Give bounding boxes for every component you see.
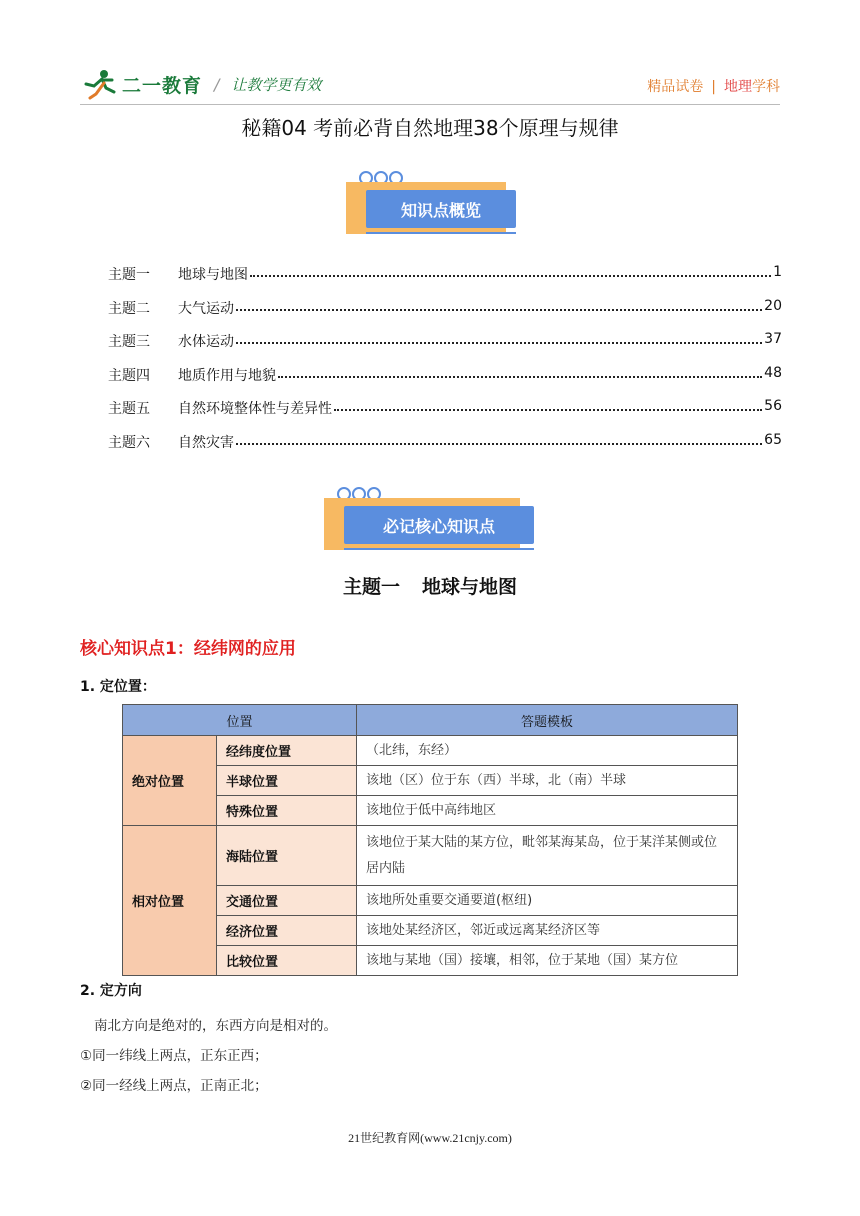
- position-template-table: [122, 704, 738, 976]
- template-cell: 该地位于低中高纬地区: [357, 796, 738, 826]
- toc-number: 主题四: [108, 367, 150, 384]
- header-subject-rest: 学科: [752, 79, 780, 95]
- header-divider: |: [711, 79, 716, 95]
- table-header-row: [123, 705, 738, 736]
- toc-leader: [236, 331, 762, 344]
- category-cell: 相对位置: [123, 826, 217, 976]
- header-subject-red: 地理: [724, 79, 752, 95]
- toc-title: 自然环境整体性与差异性: [178, 401, 332, 417]
- table-of-contents: [108, 264, 782, 465]
- template-cell: 该地所处重要交通要道(枢纽): [357, 886, 738, 916]
- toc-title: 自然灾害: [178, 434, 234, 451]
- toc-page: 65: [764, 431, 782, 448]
- slogan: 让教学更有效: [231, 75, 322, 94]
- table-row: [123, 736, 738, 766]
- banner-label: 必记核心知识点: [344, 506, 534, 544]
- paragraph: ①同一纬线上两点，正东正西；: [80, 1048, 268, 1064]
- toc-number: 主题五: [108, 401, 150, 417]
- subheading-direction: 2. 定方向: [80, 983, 142, 999]
- header-divider-line: [80, 104, 780, 105]
- toc-page: 1: [773, 264, 782, 280]
- toc-number: 主题二: [108, 300, 150, 317]
- toc-number: 主题六: [108, 434, 150, 451]
- toc-leader: [250, 264, 771, 277]
- toc-leader: [236, 432, 762, 445]
- toc-item[interactable]: [108, 432, 782, 466]
- toc-number: 主题三: [108, 334, 150, 350]
- toc-page: 48: [764, 364, 782, 381]
- runner-logo-icon: [80, 68, 120, 100]
- type-cell: 海陆位置: [217, 826, 357, 886]
- column-header-template: 答题模板: [357, 705, 738, 736]
- toc-page: 20: [764, 297, 782, 314]
- logo-text: 二一教育: [122, 74, 203, 97]
- template-cell: 该地处某经济区，邻近或远离某经济区等: [357, 916, 738, 946]
- template-cell: 该地位于某大陆的某方位，毗邻某海某岛，位于某洋某侧或位居内陆: [357, 826, 738, 886]
- section-name: 地球与地图: [422, 576, 518, 598]
- category-cell: 绝对位置: [123, 736, 217, 826]
- template-cell: （北纬，东经）: [357, 736, 738, 766]
- type-cell: 经济位置: [217, 916, 357, 946]
- toc-page: 37: [764, 331, 782, 347]
- table-row: [123, 826, 738, 886]
- toc-item[interactable]: [108, 365, 782, 399]
- type-cell: 比较位置: [217, 946, 357, 976]
- page-footer: 21世纪教育网(www.21cnjy.com): [348, 1131, 512, 1145]
- type-cell: 交通位置: [217, 886, 357, 916]
- header-subject: [647, 76, 780, 96]
- type-cell: 半球位置: [217, 766, 357, 796]
- toc-leader: [334, 398, 762, 411]
- banner-overview: [346, 168, 526, 240]
- document-title: 秘籍04 考前必背自然地理38个原理与规律: [241, 116, 619, 140]
- page-header: [80, 68, 780, 104]
- template-cell: 该地（区）位于东（西）半球，北（南）半球: [357, 766, 738, 796]
- toc-item[interactable]: [108, 298, 782, 332]
- banner-underline: [344, 548, 534, 550]
- paragraph: ②同一经线上两点，正南正北；: [80, 1078, 268, 1094]
- toc-title: 地质作用与地貌: [178, 367, 276, 384]
- toc-leader: [278, 365, 762, 378]
- toc-title: 地球与地图: [178, 267, 248, 283]
- paragraph: 南北方向是绝对的，东西方向是相对的。: [94, 1018, 337, 1034]
- toc-title: 水体运动: [178, 334, 234, 350]
- template-cell: 该地与某地（国）接壤，相邻，位于某地（国）某方位: [357, 946, 738, 976]
- banner-core: [324, 484, 540, 556]
- toc-title: 大气运动: [178, 300, 234, 317]
- toc-number: 主题一: [108, 267, 150, 283]
- logo: [80, 68, 321, 100]
- toc-item[interactable]: [108, 331, 782, 365]
- subheading-position: 1. 定位置：: [80, 679, 156, 695]
- section-number: 主题一: [342, 576, 400, 598]
- toc-page: 56: [764, 398, 782, 414]
- toc-leader: [236, 298, 762, 311]
- header-label-quality: 精品试卷: [647, 79, 704, 95]
- toc-item[interactable]: [108, 264, 782, 298]
- logo-separator: /: [214, 74, 220, 94]
- type-cell: 特殊位置: [217, 796, 357, 826]
- toc-item[interactable]: [108, 398, 782, 432]
- banner-underline: [366, 232, 516, 234]
- knowledge-point-title: 核心知识点1：经纬网的应用: [80, 639, 296, 659]
- column-header-position: 位置: [123, 705, 357, 736]
- type-cell: 经纬度位置: [217, 736, 357, 766]
- banner-label: 知识点概览: [366, 190, 516, 228]
- section-heading: [0, 572, 860, 599]
